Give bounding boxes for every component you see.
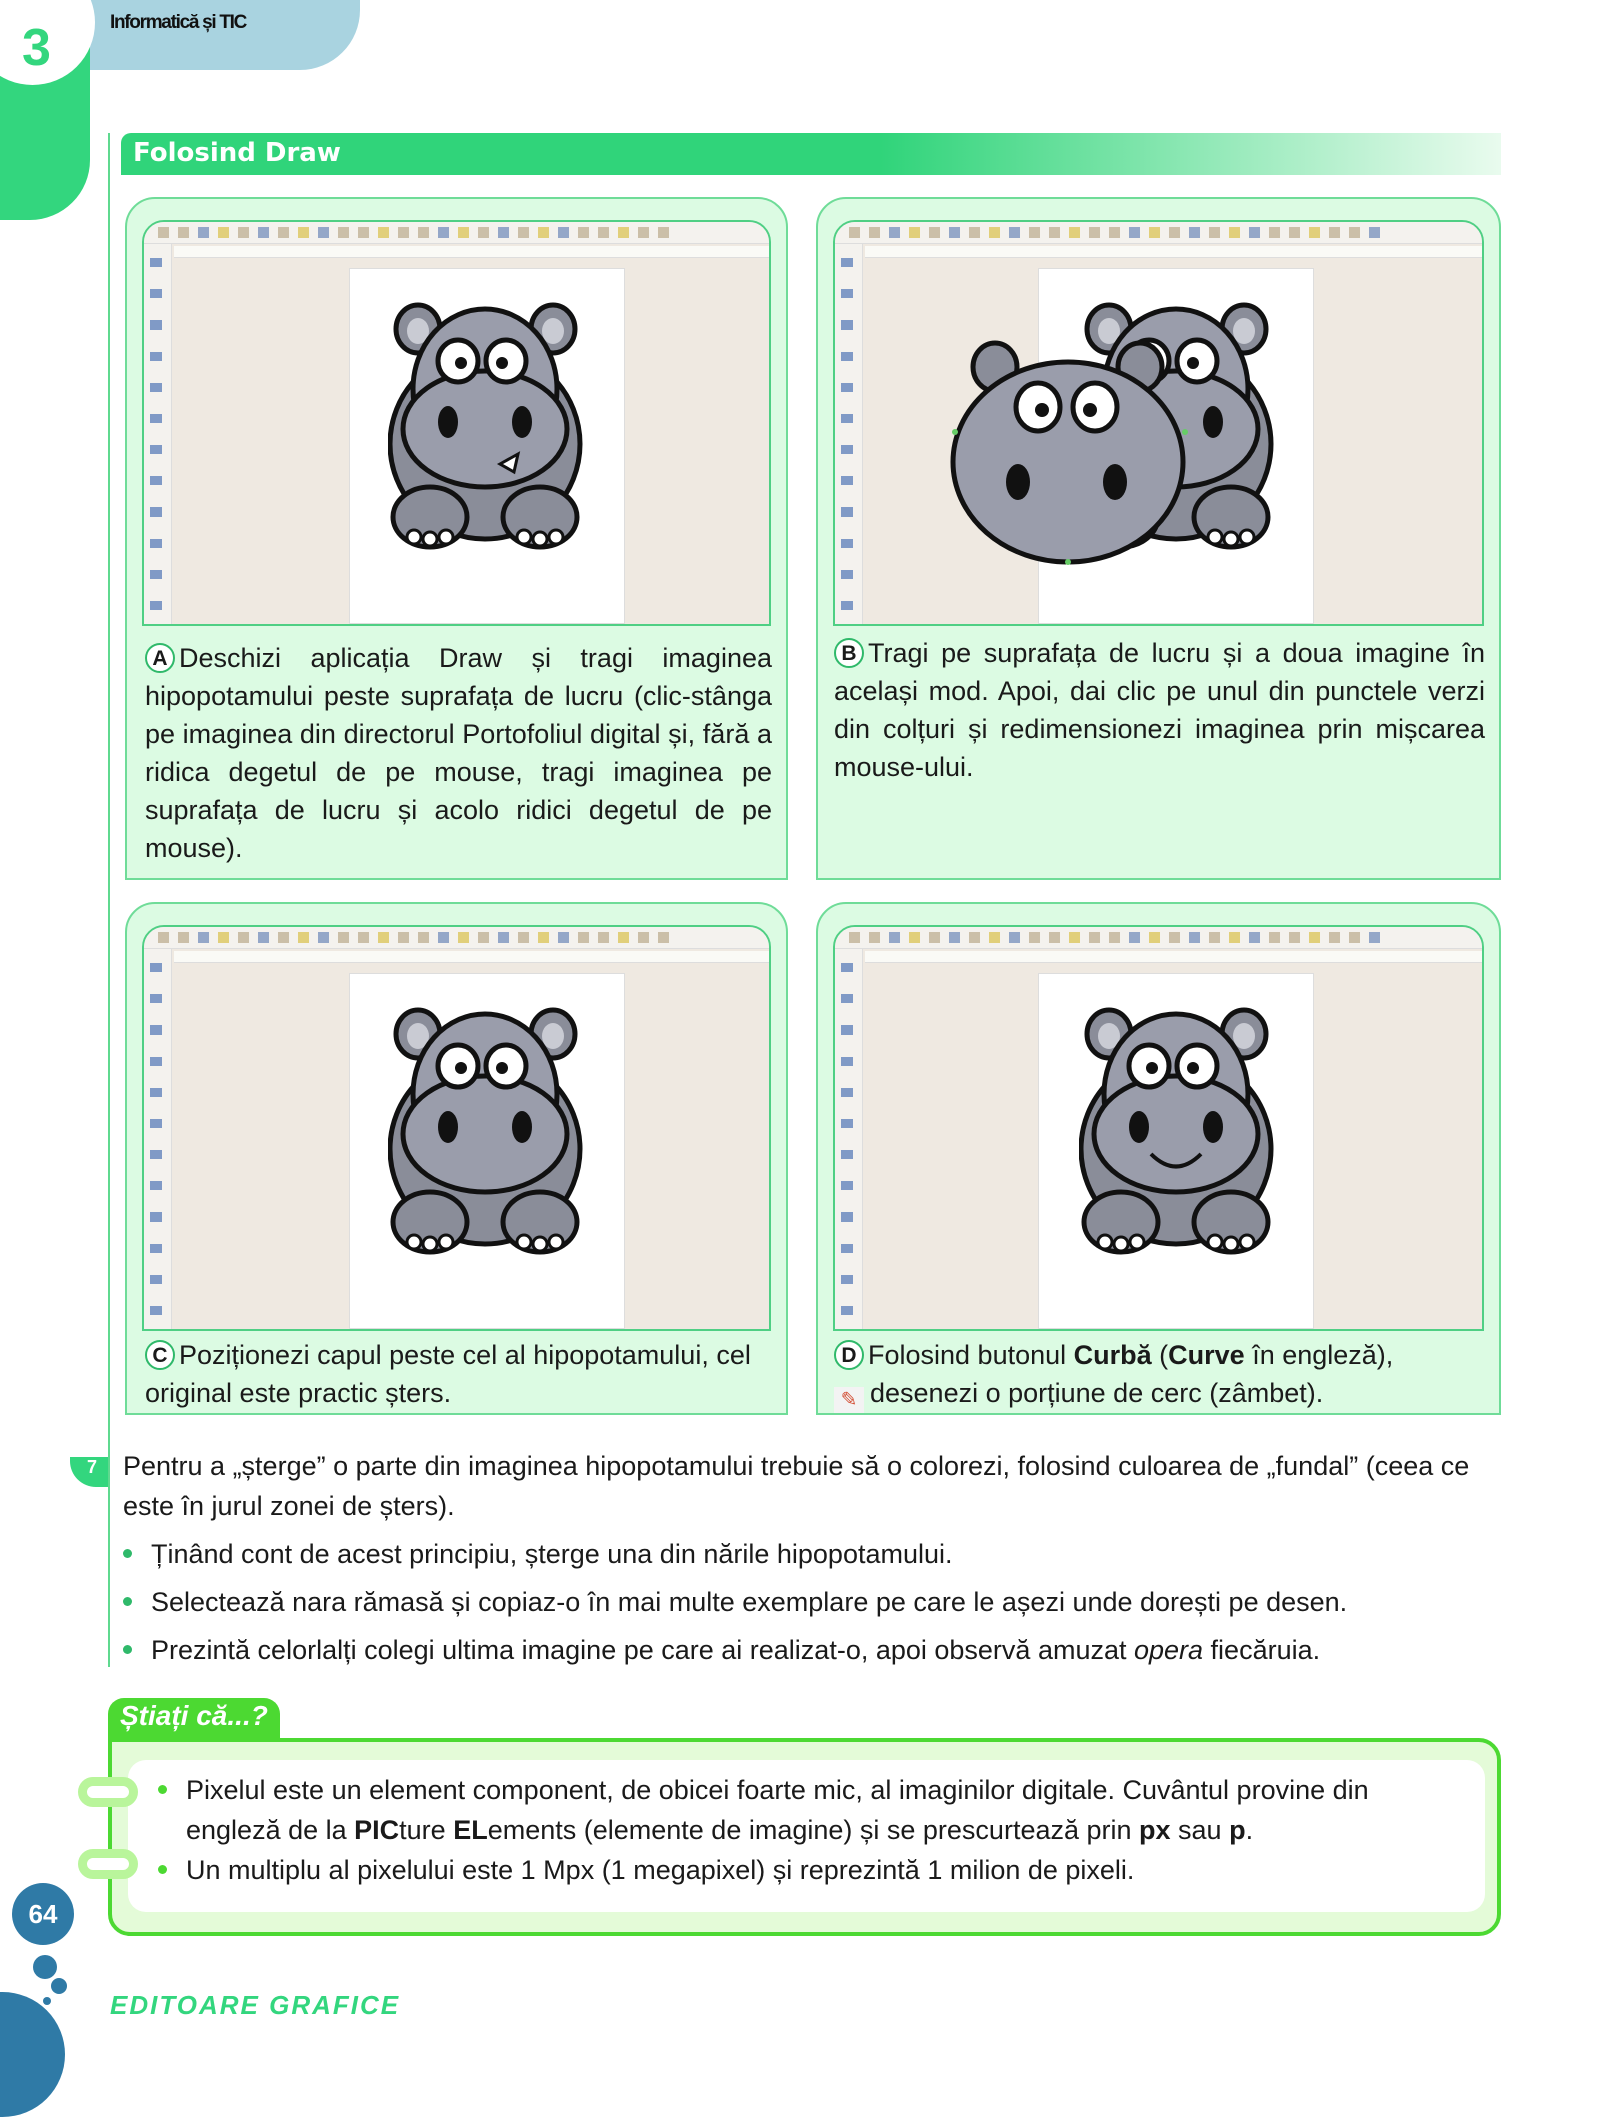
italic-word: opera [1133, 1635, 1204, 1665]
fact-bullet [158, 1850, 1455, 1890]
bold-fragment: EL [453, 1815, 488, 1845]
text-fragment: în engleză), [1244, 1340, 1394, 1370]
bold-fragment: PIC [354, 1815, 400, 1845]
step-panel-b [816, 197, 1501, 880]
step-panel-a [125, 197, 788, 880]
drawing-toolbar [144, 949, 172, 1329]
step-badge: D [834, 1340, 864, 1370]
decor-bubble [51, 1978, 67, 1994]
fact-box [108, 1738, 1501, 1936]
bullet-text: Un multiplu al pixelului este 1 Mpx (1 megapixel) și reprezintă 1 milion de pixeli. [186, 1855, 1135, 1885]
bullet-text: . [1245, 1815, 1254, 1845]
step-description: Poziționezi capul peste cel al hipopotamului, cel original este practic șters. [145, 1340, 751, 1408]
binder-ring-icon [78, 1777, 138, 1807]
step-description: Folosind butonul [868, 1340, 1074, 1370]
step-panel-c [125, 902, 788, 1415]
step-text [145, 1336, 772, 1412]
step-text [145, 639, 772, 867]
section-rule [108, 133, 110, 1663]
subject-title: Informatică și TIC [110, 12, 247, 33]
term-curve: Curve [1168, 1340, 1245, 1370]
step-text [834, 634, 1485, 786]
text-fragment: desenezi o porțiune de cerc (zâmbet). [870, 1378, 1324, 1408]
fact-bullet [158, 1770, 1455, 1850]
drawing-toolbar [144, 244, 172, 624]
bullet-text: Ținând cont de acest principiu, șterge una din nările hipopotamului. [151, 1539, 953, 1569]
hippo-image [388, 1004, 588, 1264]
exercise-block [123, 1446, 1503, 1670]
bold-fragment: p [1229, 1815, 1246, 1845]
decor-bubble [33, 1955, 57, 1979]
chapter-footer: EDITOARE GRAFICE [110, 1990, 401, 2020]
bullet-text: sau [1170, 1815, 1230, 1845]
exercise-rule [108, 1457, 110, 1667]
bullet-icon [123, 1597, 132, 1606]
page-canvas [349, 268, 625, 624]
bullet-icon [158, 1865, 167, 1874]
draw-screenshot [833, 220, 1484, 626]
exercise-bullet [123, 1630, 1503, 1670]
binder-ring-icon [78, 1849, 138, 1879]
draw-screenshot [142, 925, 771, 1331]
draw-screenshot [833, 925, 1484, 1331]
step-description: Tragi pe suprafața de lucru și a doua imagine în același mod. Apoi, dai clic pe unul din punctele verzi din colțuri și redimensionezi imaginea prin mișcarea mouse-ului. [834, 638, 1485, 782]
step-description: Deschizi aplicația Draw și tragi imaginea hipopotamului peste suprafața de lucru (clic-stânga pe imaginea din directorul Portofoliul digital și, fără a ridica degetul de pe mouse, tragi imaginea pe suprafața de lucru și acolo ridici degetul de pe mouse). [145, 643, 772, 863]
decor-bubble [0, 1992, 65, 2117]
page-number: 64 [12, 1883, 74, 1945]
step-panel-d [816, 902, 1501, 1415]
bullet-text: ture [399, 1815, 454, 1845]
bullet-text: Pixelul este un element component, de obicei foarte mic, al imaginilor digitale. Cuvântul provine din engleză de la [186, 1775, 1369, 1845]
page-canvas [1038, 973, 1314, 1329]
toolbar [144, 927, 769, 949]
curve-pencil-icon: ✎ [834, 1387, 864, 1413]
toolbar [835, 927, 1482, 949]
drawing-toolbar [835, 949, 863, 1329]
bullet-icon [123, 1549, 132, 1558]
step-badge: C [145, 1340, 175, 1370]
hippo-head-copy [950, 322, 1200, 572]
hippo-image [388, 299, 588, 559]
text-fragment: ( [1151, 1340, 1169, 1370]
step-badge: B [834, 638, 864, 668]
exercise-bullet [123, 1582, 1503, 1622]
toolbar [835, 222, 1482, 244]
fact-box-title: Știați că...? [108, 1698, 280, 1742]
bullet-text: Prezintă celorlalți colegi ultima imagine pe care ai realizat-o, apoi observă amuzat [151, 1635, 1134, 1665]
bold-fragment: px [1139, 1815, 1171, 1845]
bullet-text: ements (elemente de imagine) și se prescurtează prin [487, 1815, 1140, 1845]
bullet-text: fiecăruia. [1203, 1635, 1321, 1665]
page-canvas [349, 973, 625, 1329]
drawing-toolbar [835, 244, 863, 624]
bullet-icon [123, 1645, 132, 1654]
bullet-icon [158, 1785, 167, 1794]
toolbar [144, 222, 769, 244]
bullet-text: Selectează nara rămasă și copiaz-o în mai multe exemplare pe care le așezi unde dorești pe desen. [151, 1587, 1348, 1617]
step-badge: A [145, 643, 175, 673]
term-curba: Curbă [1073, 1340, 1152, 1370]
decor-bubble [43, 1997, 51, 2005]
exercise-intro: Pentru a „șterge” o parte din imaginea hipopotamului trebuie să o colorezi, folosind culoarea de „fundal” (ceea ce este în jurul zonei de șters). [123, 1451, 1470, 1521]
hippo-image [1079, 1004, 1279, 1264]
exercise-number: 7 [70, 1457, 110, 1487]
draw-screenshot [142, 220, 771, 626]
exercise-bullet [123, 1534, 1503, 1574]
chapter-number: 3 [22, 19, 51, 77]
fact-box-content [128, 1760, 1485, 1912]
section-title: Folosind Draw [121, 133, 1501, 175]
step-text [834, 1336, 1485, 1413]
